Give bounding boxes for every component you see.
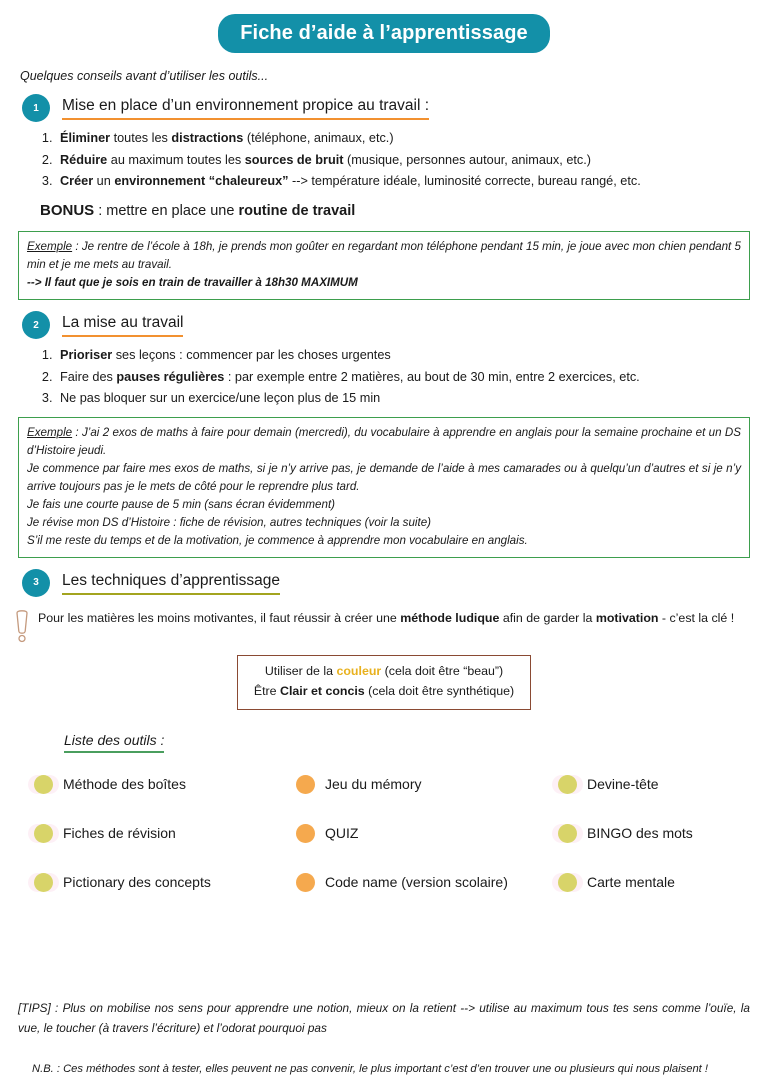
line2-post: (cela doit être synthétique) bbox=[364, 683, 515, 698]
bullet-icon bbox=[34, 824, 53, 843]
example-body-1 bbox=[27, 238, 741, 274]
list-item bbox=[56, 392, 768, 405]
tool-label: Fiches de révision bbox=[63, 825, 176, 842]
section-number-badge-2: 2 bbox=[22, 311, 50, 339]
tool-item[interactable] bbox=[558, 824, 768, 843]
example-text: J’ai 2 exos de maths à faire pour demain (mercredi), du vocabulaire à apprendre en anglais pour la semaine prochaine et un DS d’Histoire jeudi. bbox=[27, 426, 741, 458]
tip-bold1: méthode ludique bbox=[400, 610, 500, 625]
bullet-icon bbox=[558, 824, 577, 843]
tool-label: Jeu du mémory bbox=[325, 776, 422, 793]
page-title: Fiche d’aide à l’apprentissage bbox=[218, 14, 550, 53]
color-box-line-1 bbox=[246, 662, 522, 682]
bullet-icon bbox=[34, 775, 53, 794]
example-label-sep: : bbox=[72, 240, 82, 254]
step-rest: ses leçons : commencer par les choses urgentes bbox=[112, 348, 391, 363]
bullet-icon bbox=[296, 824, 315, 843]
tool-item[interactable] bbox=[558, 775, 768, 794]
step-lead: Créer bbox=[60, 174, 94, 189]
tools-grid bbox=[0, 775, 768, 892]
example-label: Exemple bbox=[27, 426, 73, 440]
step-tail: (musique, personnes autour, animaux, etc.) bbox=[343, 152, 592, 167]
line1-gold: couleur bbox=[336, 663, 382, 678]
tool-item[interactable] bbox=[34, 873, 296, 892]
tip-row bbox=[14, 609, 768, 644]
step-lead: Éliminer bbox=[60, 131, 111, 145]
title-container bbox=[0, 0, 768, 53]
list-item bbox=[56, 154, 768, 167]
bullet-icon bbox=[34, 873, 53, 892]
tip-part3: - c’est la clé ! bbox=[658, 610, 735, 625]
bonus-mid: : mettre en place une bbox=[94, 203, 239, 220]
intro-text: Quelques conseils avant d’utiliser les outils... bbox=[20, 69, 269, 83]
example-body-2 bbox=[27, 424, 741, 460]
step-lead: Réduire bbox=[60, 152, 108, 167]
example-label-sep: : bbox=[72, 426, 82, 440]
section-heading-3 bbox=[22, 569, 768, 597]
tool-label: Méthode des boîtes bbox=[63, 776, 186, 793]
step-tail: (téléphone, animaux, etc.) bbox=[243, 131, 394, 145]
tool-item[interactable] bbox=[296, 775, 558, 794]
tool-item[interactable] bbox=[34, 824, 296, 843]
color-box-line-2 bbox=[246, 682, 522, 702]
footer bbox=[0, 998, 768, 1075]
tip-part2: afin de garder la bbox=[499, 610, 596, 625]
bullet-icon bbox=[558, 873, 577, 892]
tool-label: Carte mentale bbox=[587, 874, 675, 891]
exclamation-icon bbox=[14, 610, 30, 644]
tool-item[interactable] bbox=[34, 775, 296, 794]
step-bold2: distractions bbox=[171, 131, 244, 145]
steps-list-1 bbox=[0, 132, 768, 188]
tool-label: Devine-tête bbox=[587, 776, 659, 793]
section-number-badge-3: 3 bbox=[22, 569, 50, 597]
tool-label: Pictionary des concepts bbox=[63, 874, 211, 891]
list-item bbox=[56, 349, 768, 362]
step-bold2: sources de bruit bbox=[244, 152, 344, 167]
step-rest: toutes les bbox=[110, 131, 172, 145]
tool-item[interactable] bbox=[296, 873, 558, 892]
example-label: Exemple bbox=[27, 240, 73, 254]
list-item bbox=[56, 371, 768, 384]
step-bold2: pauses régulières bbox=[116, 369, 225, 384]
color-advice-box bbox=[237, 655, 531, 710]
tools-title-wrap bbox=[0, 710, 768, 753]
bullet-icon bbox=[296, 873, 315, 892]
step-rest: Faire des bbox=[60, 369, 117, 384]
line2-bold: Clair et concis bbox=[280, 683, 365, 698]
bonus-line bbox=[40, 202, 768, 219]
tip-bold2: motivation bbox=[595, 610, 659, 625]
step-tail: : par exemple entre 2 matières, au bout de 30 min, entre 2 exercices, etc. bbox=[224, 369, 640, 384]
steps-list-2 bbox=[0, 349, 768, 405]
bullet-icon bbox=[558, 775, 577, 794]
tool-item[interactable] bbox=[558, 873, 768, 892]
step-rest: Ne pas bloquer sur un exercice/une leçon plus de 15 min bbox=[60, 391, 381, 406]
tool-item[interactable] bbox=[296, 824, 558, 843]
section-title-3: Les techniques d’apprentissage bbox=[62, 571, 280, 595]
tip-part1: Pour les matières les moins motivantes, il faut réussir à créer une bbox=[38, 610, 401, 625]
section-number-badge-1: 1 bbox=[22, 94, 50, 122]
example-conclusion-1: --> Il faut que je sois en train de travailler à 18h30 MAXIMUM bbox=[27, 276, 358, 290]
line2-pre: Être bbox=[253, 683, 280, 698]
step-tail: --> température idéale, luminosité correcte, bureau rangé, etc. bbox=[288, 174, 641, 189]
example-line: Je révise mon DS d’Histoire : fiche de révision, autres techniques (voir la suite) bbox=[27, 515, 432, 529]
bullet-icon bbox=[296, 775, 315, 794]
list-item bbox=[56, 175, 768, 188]
step-lead: Prioriser bbox=[60, 348, 113, 363]
bonus-label: BONUS bbox=[40, 202, 95, 220]
tool-label: BINGO des mots bbox=[587, 825, 693, 842]
tip-text bbox=[38, 609, 734, 628]
step-bold2: environnement “chaleureux” bbox=[114, 174, 289, 189]
example-line: Je fais une courte pause de 5 min (sans écran évidemment) bbox=[27, 498, 336, 511]
line1-pre: Utiliser de la bbox=[264, 663, 337, 678]
tool-label: QUIZ bbox=[325, 825, 359, 842]
line1-post: (cela doit être “beau”) bbox=[381, 663, 504, 678]
tools-title: Liste des outils : bbox=[64, 732, 164, 753]
list-item bbox=[56, 132, 768, 145]
section-heading-1 bbox=[22, 94, 768, 122]
tool-label: Code name (version scolaire) bbox=[325, 874, 508, 891]
footer-nb: N.B. : Ces méthodes sont à tester, elles peuvent ne pas convenir, le plus important c’est d’en trouver une ou plusieurs qui nous plaisent ! bbox=[32, 1063, 708, 1075]
section-title-2: La mise au travail bbox=[62, 313, 183, 337]
step-rest: un bbox=[93, 174, 115, 189]
footer-tips: [TIPS] : Plus on mobilise nos sens pour apprendre une notion, mieux on la retient --> utilise au maximum tous tes sens comme l’ouïe, la vue, le toucher (à travers l’écriture) et l’odorat pourquoi pas bbox=[18, 1000, 750, 1036]
section-title-1: Mise en place d’un environnement propice au travail : bbox=[62, 96, 429, 120]
example-text: Je rentre de l’école à 18h, je prends mon goûter en regardant mon téléphone pendant 15 min, je joue avec mon chien pendant 5 min et je me mets au travail. bbox=[27, 240, 741, 272]
step-rest: au maximum toutes les bbox=[107, 152, 245, 167]
example-line: Je commence par faire mes exos de maths, si je n’y arrive pas, je demande de l’aide à mes camarades ou à quelqu’un d’autres et si je n’y arrive toujours pas je le mets de côté pour le reprendre plus tard. bbox=[27, 462, 741, 494]
example-line: S’il me reste du temps et de la motivation, je commence à apprendre mon vocabulaire en anglais. bbox=[27, 533, 528, 547]
section-heading-2 bbox=[22, 311, 768, 339]
example-box-1 bbox=[18, 231, 750, 300]
example-box-2 bbox=[18, 417, 750, 558]
bonus-bold: routine de travail bbox=[238, 203, 356, 220]
